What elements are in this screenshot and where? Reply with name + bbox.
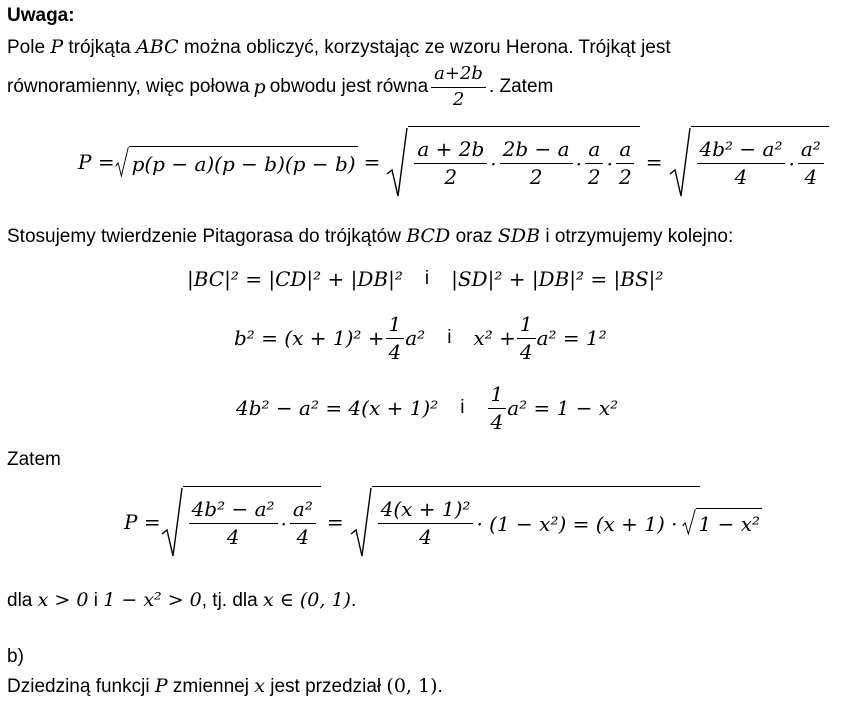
text-line-domain-condition: dla x > 0 i 1 − x² > 0, tj. dla x ∈ (0, 1). — [7, 589, 357, 611]
text-zatem: Zatem — [7, 449, 61, 470]
pythagoras-equation-3: 4b² − a² = 4(x + 1)² i $\frac{1}{4}$ a² = 1 − x² — [236, 381, 619, 434]
part-b-label: b) — [7, 646, 24, 667]
sqrt-heron-fractions: $\frac{a + 2b}{2}$ · $\frac{2b - a}{2}$ · $\frac{a}{2}$ · $\frac{a}{2}$ — [386, 126, 639, 198]
text-line-heron-intro: Pole P trójkąta ABC można obliczyć, korzystając ze wzoru Herona. Trójkąt jest — [7, 36, 671, 58]
sqrt-area-3: 1 − x² — [682, 508, 763, 536]
sqrt-heron-simplified: $\frac{\text{4b² − a²}}{4}$ · $\frac{\text{a²}}{4}$ — [669, 126, 829, 198]
text-line-domain-answer: Dziedziną funkcji P zmiennej x jest przedział (0, 1). — [7, 675, 443, 697]
sqrt-area-2: $\frac{\text{4(x + 1)²}}{4}$ · (1 − x²) = (x + 1) · — [350, 486, 700, 558]
area-equation: P = $\frac{\text{4b² − a²}}{4}$ · $\frac{\text{a²}}{4}$ = $\frac{\text{4(x + 1)²}}{4}$ · (1 − x²) = (x + 1) · 1 − x² — [124, 484, 762, 560]
pythagoras-equation-2: b² = (x + 1)² + $\frac{1}{4}$ a² i x² + $\frac{1}{4}$ a² = 1² — [234, 311, 607, 364]
text-line-half-perimeter: równoramienny, więc połowa p obwodu jest równa $\frac{a+2b}{2}$ . Zatem — [7, 62, 554, 110]
fraction-half-perimeter: $\frac{a+2b}{2}$ — [431, 64, 486, 110]
sqrt-heron: p(p − a)(p − b)(p − b) — [115, 146, 358, 178]
note-heading: Uwaga: — [7, 5, 75, 26]
sqrt-area-1: $\frac{\text{4b² − a²}}{4}$ · $\frac{\text{a²}}{4}$ — [161, 486, 321, 558]
text-line-pythagoras-intro: Stosujemy twierdzenie Pitagorasa do trójkątów BCD oraz SDB i otrzymujemy kolejno: — [7, 225, 734, 247]
pythagoras-equation-1: |BC|² = |CD|² + |DB|² i |SD|² + |DB|² = |BS|² — [187, 267, 664, 291]
heron-equation: P = p(p − a)(p − b)(p − b) = $\frac{a + 2b}{2}$ · $\frac{2b - a}{2}$ · $\frac{a}{2}$ · $\frac{a}{2}$ = $\frac{\text{4b² − a²}}{4}$ · $\frac{\text{a²}}{4}$ — [78, 124, 829, 200]
